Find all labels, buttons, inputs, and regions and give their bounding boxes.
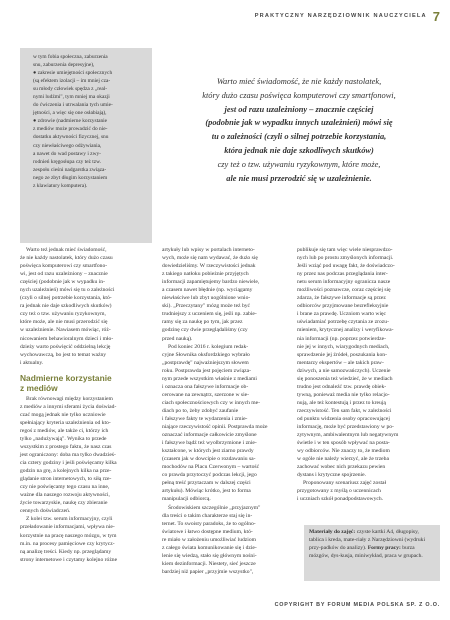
pull-quote-line: (podobnie jak w wypadku innych uzależnień) mówi się [205, 118, 393, 128]
materials-box-text [309, 528, 435, 560]
text-line: nia informacji (np. poprzez potwierdze- [297, 335, 386, 342]
text-line: sprawdzenie jej źródeł, poszukania kon- [297, 351, 387, 358]
sidebar-box-line: dostatku aktywności fizycznej, snu [33, 134, 109, 141]
text-line: informacji zapamiętujemy bardzo niewiele, [162, 279, 260, 286]
text-line: bardziej niż papier „przyjmie wszystko", [162, 568, 254, 575]
text-line: zytywnym, ambiwalentnym lub negatywnym [297, 432, 399, 439]
text-line: ny przez nas podczas przeglądania inter- [297, 271, 388, 278]
section-heading-line: Nadmierne korzystanie [20, 372, 112, 383]
text-line: z takiego natłoku pobieżnie przyjętych [162, 271, 249, 278]
materials-label: Materiały do zajęć: [309, 529, 356, 535]
pull-quote-line: tu o zależności (czyli o silnej potrzebie korzystania, [211, 132, 387, 142]
pull-quote-line: który dużo czasu poświęca komputerowi czy smartfonowi, [202, 90, 396, 100]
text-line: przeładowanie informacjami, wpływa nie- [20, 524, 115, 531]
text-line: manipulacji odbiorcą. [162, 496, 211, 503]
text-line: ski). „Przeczytany" mózg może też być [162, 303, 251, 310]
text-line: i oznacza ona fałszywe informacje ob- [162, 383, 249, 390]
text-line: z mediów a innymi sferami życia doświad- [20, 403, 117, 410]
text-line: częściej (podobnie jak w wypadku in- [20, 279, 105, 286]
column-3-paragraph-2 [297, 479, 432, 503]
text-line: dzieży warto poświęcić oddzielną lekcję [20, 343, 111, 350]
sidebar-box-text [33, 53, 148, 190]
text-line: artykułu). Mówiąc krótko, jest to forma [162, 488, 251, 495]
text-line: Warto też jednak mieć świadomość, [26, 247, 107, 253]
text-line: nują, ale też kontestują i przez to kreują [297, 399, 386, 406]
text-line: godzin na grę, a kolejnych kilka na prze- [20, 468, 112, 475]
text-line: oznaczać informacje całkowicie zmyślone [162, 432, 257, 439]
column-2-paragraph-1 [162, 246, 289, 343]
pull-quote-line: która jednak nie daje szkodliwych skutków) [224, 145, 374, 155]
text-line: i brane za prawdę. Uczniom warto więc [297, 311, 386, 318]
forms-label: Formy pracy: [367, 545, 401, 552]
text-line: ciach społecznościowych czy w innych me- [162, 399, 261, 406]
text-line: przed nauką). [162, 335, 193, 342]
text-line: roku. Postprawda jest pojęciem związa- [162, 367, 252, 374]
column-1-paragraph-2 [20, 395, 152, 516]
text-line: ną analizę treści. Kiedy np. przeglądamy [20, 548, 112, 555]
column-2 [162, 246, 289, 576]
text-line: „postprawdę" najważniejszym słowem [162, 359, 249, 366]
text-line: i uczniach szkół ponadpodstawowych. [297, 496, 384, 503]
text-line: życie towarzyskie, naukę czy zbieranie [20, 500, 108, 507]
text-line: w uzależnienie. Nawiasem mówiąc, róż- [20, 327, 111, 334]
text-line: trudno jest odnaleźć tzw. prawdę obiek- [297, 383, 387, 390]
pull-quote-line: ale nie musi przerodzić się w uzależnienie. [226, 173, 372, 183]
sidebar-box-line: czy niewłaściwego odżywiania, [33, 142, 102, 149]
materials-text: czyste kartki A4, długopisy, tablica i kreda, mate-riały z Narzędziowni (wydruki przy-padków do analizy). [309, 529, 426, 552]
text-line: nych uzależnień) mówi się tu o zależności [20, 287, 115, 294]
sidebar-box-line: snu, zaburzenia depresyjne), [33, 62, 95, 69]
section-heading-line: z mediów [20, 382, 58, 393]
text-line: wychowawczą, bo jest to temat ważny [20, 351, 107, 358]
sidebar-box-line: nego ze zbyt długim korzystaniem [33, 174, 108, 181]
text-line: ra jednak nie daje szkodliwych skutków) [20, 303, 112, 310]
column-1-paragraph-3 [20, 515, 152, 563]
text-line: odbiorców przyjmowane bezrefleksyjnie [297, 303, 389, 310]
text-line: dowiedzieliśmy. W rzeczywistości jednak [162, 263, 256, 270]
sidebar-box-line: z mediów może prowadzić do nie- [33, 126, 108, 133]
text-line: Środowiskiem szczególnie „przyjaznym" [168, 504, 261, 511]
text-line: w ogóle nie należy wierzyć, ale że trzeba [297, 456, 389, 463]
column-1 [20, 246, 152, 564]
text-line: diach po to, żeby zdobyć zaufanie [162, 407, 239, 414]
text-line: co prawda przytoczyć podczas lekcji, jego [162, 472, 257, 479]
sidebar-box-line: jętności, a więc się one osłabiają), [33, 110, 107, 117]
text-line: Pod koniec 2016 r. kolegium redak- [168, 343, 249, 350]
text-line: tylko „nadużywają". Wynika to przede [20, 435, 107, 442]
text-line: niewłaściwe lub zbyt uogólnione wnio- [162, 295, 251, 302]
text-line: mochodów na Placu Czerwonym – wartość [162, 464, 260, 471]
sidebar-box-line: ● zakresie umiejętności społecznych [33, 70, 113, 77]
text-line: Z kolei tzw. serum informacyjny, czyli [26, 516, 113, 523]
text-line: i aktualny. [20, 359, 44, 366]
text-line: jest ograniczony: doba ma tylko dwadzieś- [20, 452, 116, 459]
text-line: (czasem jak w dowcipie o rozdawaniu sa- [162, 456, 256, 463]
text-line: strony internetowe i czytamy kolejno różne [20, 556, 118, 563]
text-line: zdarza, że fałszywe informacje są przez [297, 295, 386, 302]
text-line: informację, może być przedstawiony w po- [297, 424, 394, 431]
sidebar-box-line: zespołu cieśni nadgarstka związa- [33, 166, 107, 173]
sidebar-box-line: w tym fobia społeczna, zaburzenia [33, 54, 108, 60]
text-line: rzeczywistość. Ten sam fakt, w zależności [297, 407, 392, 414]
text-line: pełną treść przytaczam w dalszej części [162, 480, 251, 487]
sidebar-box-line: ● zdrowie (nadmierne korzystanie [33, 118, 108, 125]
text-line: poświęca komputerowi czy smartfono- [20, 263, 108, 270]
text-line: czy też o tzw. używaniu ryzykownym, [20, 311, 106, 318]
text-line: uświadamiać potrzebę czytania ze zrozu- [297, 319, 389, 326]
text-line: niające rzeczywistość opinii. Postprawda może [162, 424, 268, 431]
text-line: publikuje się tam więc wiele niesprawdzo- [297, 247, 393, 253]
text-line: dziwych, a nie samozwańczych). Uczenie [297, 367, 391, 374]
text-line: artykuły lub wpisy w portalach interneto- [162, 247, 255, 253]
text-line: re miało w założeniu umożliwiać ludziom [162, 536, 256, 543]
text-line: ważne dla naszego rozwoju aktywności, [20, 492, 110, 499]
text-line: Proponowany scenariusz zajęć został [303, 480, 387, 487]
text-line: trudniejszy z uczeniem się, jeśli np. zabie- [162, 311, 257, 318]
text-line: wy odbiorców. Nie znaczy to, że mediom [297, 448, 390, 455]
text-line: światowe i łatwo dostępne medium, któ- [162, 528, 253, 535]
text-line: cyjne Słownika oksfordzkiego wybrało [162, 351, 250, 358]
column-1-paragraph-1 [20, 246, 152, 367]
text-line: kiem dezinformacji. Niestety, sieć jeszcze [162, 560, 256, 567]
text-line: czy nie poświęcamy tego czasu na inne, [20, 484, 110, 491]
sidebar-box-line: su młody człowiek spędza z „real- [33, 86, 108, 93]
text-line: tywną, ponieważ media nie tylko relacjo- [297, 391, 390, 398]
text-line: wych, może się nam wydawać, że dużo się [162, 255, 258, 262]
pull-quote-line: Warto mieć świadomość, że nie każdy nastolatek, [216, 77, 382, 86]
text-line: godzinę czy dwie przeglądaliśmy (czy [162, 327, 248, 334]
sidebar-box-line: (są efektem izolacji – im mniej cza- [33, 78, 111, 85]
text-line: lenie się wiedzą, stało się głównym nośni- [162, 552, 257, 559]
sidebar-box-line: a nawet do wad postawy i zwy- [33, 150, 101, 157]
text-line: mieniem, krytycznej analizy i weryfikowa- [297, 327, 394, 334]
pull-quote-line: czy też o tzw. używaniu ryzykownym, które może, [217, 159, 381, 169]
sidebar-box-line: z klawiatury komputera). [33, 182, 88, 189]
text-line: Brak równowagi między korzystaniem [26, 395, 113, 402]
text-line: korzystnie na pracę naszego mózgu, w tym [20, 532, 117, 539]
text-line: nie jej w innych, wiarygodnych mediach, [297, 343, 390, 350]
text-line: m.in. na procesy pamięciowe czy krytycz- [20, 540, 115, 547]
section-heading [20, 373, 152, 393]
text-line: z całego świata komunikowanie się i dzie- [162, 544, 257, 551]
text-line: od punktu widzenia osoby opracowującej [297, 415, 390, 422]
text-line: wszystkim z prostego faktu, że nasz czas [20, 443, 112, 450]
text-line: że nie każdy nastolatek, który dużo czasu [20, 255, 113, 262]
sidebar-box-line: do ćwiczenia i utrwalania tych umie- [33, 102, 113, 109]
text-line: cerowane na zewnątrz, szerzone w sie- [162, 391, 249, 398]
text-line: kształcone, w których jest ziarno prawdy [162, 448, 254, 455]
sidebar-box-line: nymi ludźmi", tym mniej ma okazji [33, 94, 110, 101]
text-line: możliwości poznawcze, coraz częściej się [297, 287, 391, 294]
text-line: przygotowany z myślą o uczennicach [297, 488, 381, 495]
text-line: regoś z mediów, ale także ci, którzy ich [20, 427, 109, 434]
running-header-title: PRAKTYCZNY NARZĘDZIOWNIK NAUCZYCIELA [254, 13, 427, 19]
sidebar-box-line: rodnień kręgosłupa czy też tzw. [33, 158, 102, 165]
text-line: (czyli o silnej potrzebie korzystania, któ- [20, 295, 112, 302]
text-line: zachować wobec nich przekazu pewien [297, 464, 386, 471]
forms-text: burza mózgów, dys-kusja, miniwykład, praca w grupach. [309, 545, 423, 560]
text-line: nym przede wszystkim właśnie z mediami [162, 375, 257, 382]
column-2-paragraph-2 [162, 343, 289, 504]
page-number: 7 [432, 8, 440, 24]
text-line: Jeśli wziąć pod uwagę fakt, że doświadczo- [297, 263, 395, 270]
text-line: dla treści o takim charakterze staj się in- [162, 512, 253, 519]
text-line: cia cztery godziny i jeśli poświęcamy kilka [20, 460, 117, 467]
text-line: czać mogą jednak nie tylko uczniowie [20, 411, 106, 418]
column-3 [297, 246, 432, 504]
column-3-paragraph-1 [297, 246, 432, 479]
text-line: dystans i krytyczne spojrzenie. [297, 472, 366, 479]
text-line: i fałszywe fakty te wydarzenia i zmie- [162, 415, 248, 422]
text-line: cennych doświadczeń. [20, 508, 71, 515]
text-line: i fałszywe bądź też wyolbrzymione i znie- [162, 440, 257, 447]
text-line: się ponoszenia też wiedzieć, że w mediach [297, 375, 393, 382]
text-line: ramy się za naukę po tym, jak przez [162, 319, 243, 326]
text-line: nych lub po prostu zmyślonych informacji. [297, 255, 394, 262]
pull-quote [175, 75, 423, 185]
text-line: nicowaniem behawioralnym dzieci i mło- [20, 335, 114, 342]
text-line: mentarzy ekspertów – ale takich praw- [297, 359, 384, 366]
text-line: a czasem nawet błędnie (np. wyciągamy [162, 287, 253, 294]
text-line: wi, jest od razu uzależniony – znacznie [20, 271, 108, 278]
pull-quote-line: jest od razu uzależniony – znacznie częściej [224, 104, 374, 114]
text-line: które może, ale nie musi przerodzić się [20, 319, 108, 326]
text-line: świetle i w ten sposób wpływać na posta- [297, 440, 390, 447]
text-line: ternet. To swoisty paradoks, że to ogólno- [162, 520, 256, 527]
text-line: glądanie stron internetowych, to siłą rze- [20, 476, 112, 483]
copyright-footer: COPYRIGHT BY FORUM MEDIA POLSKA SP. Z O.O. [274, 602, 440, 608]
text-line: netu serum informacyjny ogranicza nasze [297, 279, 391, 286]
page-header [250, 8, 440, 24]
column-2-paragraph-3 [162, 504, 289, 576]
text-line: spełniający kryteria uzależnienia od kto- [20, 419, 111, 426]
